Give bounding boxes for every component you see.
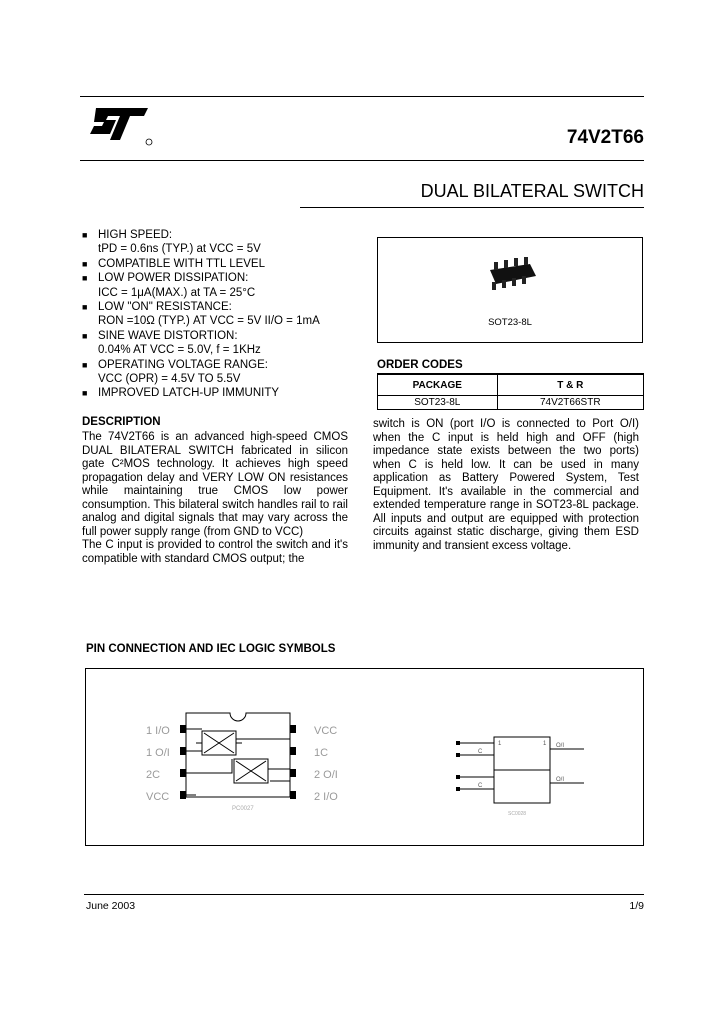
feature-item: ■ IMPROVED LATCH-UP IMMUNITY (82, 387, 280, 400)
bullet-icon: ■ (82, 230, 88, 240)
bullet-icon: ■ (82, 359, 88, 370)
pin-connection-diagram (174, 709, 304, 813)
table-cell: SOT23-8L (378, 396, 498, 410)
table-cell: 74V2T66STR (497, 396, 643, 410)
doc-subtitle: DUAL BILATERAL SWITCH (420, 181, 644, 201)
package-label: SOT23-8L (488, 317, 532, 328)
subtitle-rule (300, 207, 644, 208)
bullet-icon: ■ (82, 302, 88, 313)
bullet-icon: ■ (82, 258, 88, 269)
pin-diagram-box (85, 668, 644, 846)
pin-label: 2 O/I (314, 769, 338, 781)
svg-text:1: 1 (543, 741, 547, 747)
column-header: T & R (497, 375, 643, 396)
bullet-icon: ■ (82, 388, 88, 399)
description-left (82, 431, 348, 566)
pin-label: 1 I/O (146, 725, 170, 737)
footer-rule (84, 894, 644, 895)
svg-text:C: C (478, 749, 483, 755)
pin-label: 1 O/I (146, 747, 170, 759)
page-number: 1/9 (629, 900, 644, 912)
feature-item: ■ HIGH SPEED: tPD = 0.6ns (TYP.) at VCC = 5V (82, 229, 261, 256)
pin-section-title: PIN CONNECTION AND IEC LOGIC SYMBOLS (86, 643, 336, 655)
footer-date: June 2003 (86, 900, 136, 912)
st-logo-icon (86, 106, 156, 148)
chip-package-icon (482, 256, 542, 296)
feature-item: ■ OPERATING VOLTAGE RANGE: VCC (OPR) = 4.5V TO 5.5V (82, 358, 268, 386)
bullet-icon: ■ (82, 330, 88, 341)
feature-list (82, 228, 372, 401)
pin-label: 2 I/O (314, 791, 338, 803)
feature-item: ■ LOW "ON" RESISTANCE: RON =10Ω (TYP.) AT VCC = 5V II/O = 1mA (82, 301, 320, 328)
package-image-box (377, 237, 643, 343)
bullet-icon: ■ (82, 273, 88, 284)
header-rule (80, 160, 644, 161)
svg-text:O/I: O/I (556, 743, 565, 749)
part-number: 74V2T66 (566, 127, 644, 148)
description-right: switch is ON (port I/O is connected to Port O/I) when the C input is held high and OFF (high impedance state exists between the two ports) when C is held low. It can be used in many application as Battery Powered System, Test Equipment. It's available in the commercial and extended temperature range in SOT23-8L package. All inputs and output are equipped with protection circuits against static discharge, giving them ESD immunity and transient excess voltage. (373, 418, 639, 552)
pin-label: 2C (146, 769, 161, 781)
pin-label: 1C (314, 747, 329, 759)
description-title: DESCRIPTION (82, 416, 161, 428)
description-para1: The 74V2T66 is an advanced high-speed CMOS DUAL BILATERAL SWITCH fabricated in silicon gate C²MOS technology. It achieves high speed propagation delay and VERY LOW ON resistances while maintaining true CMOS low power consumption. This bilateral switch handles rail to rail analog and digital signals that may vary across the full power supply range (from GND to VCC) (82, 431, 348, 538)
pin-label: VCC (146, 791, 170, 803)
svg-text:C: C (478, 783, 483, 789)
order-codes-table (377, 374, 644, 410)
svg-text:1: 1 (498, 741, 502, 747)
iec-logic-symbol (438, 731, 608, 817)
table-row (378, 396, 644, 410)
feature-item: ■ LOW POWER DISSIPATION: ICC = 1μA(MAX.) at TA = 25°C (82, 272, 256, 299)
top-rule (80, 96, 644, 97)
order-codes-title: ORDER CODES (377, 359, 463, 371)
svg-text:O/I: O/I (556, 777, 565, 783)
feature-item: ■ COMPATIBLE WITH TTL LEVEL (82, 257, 265, 270)
column-header: PACKAGE (378, 375, 498, 396)
pin-label: VCC (314, 725, 338, 737)
svg-text:PC0027: PC0027 (232, 806, 254, 812)
table-header-row (378, 375, 644, 396)
description-para2: The C input is provided to control the switch and it's compatible with standard CMOS output; the (82, 539, 348, 565)
feature-item: ■ SINE WAVE DISTORTION: 0.04% AT VCC = 5.0V, f = 1KHz (82, 329, 261, 357)
svg-text:SC0028: SC0028 (508, 811, 527, 817)
